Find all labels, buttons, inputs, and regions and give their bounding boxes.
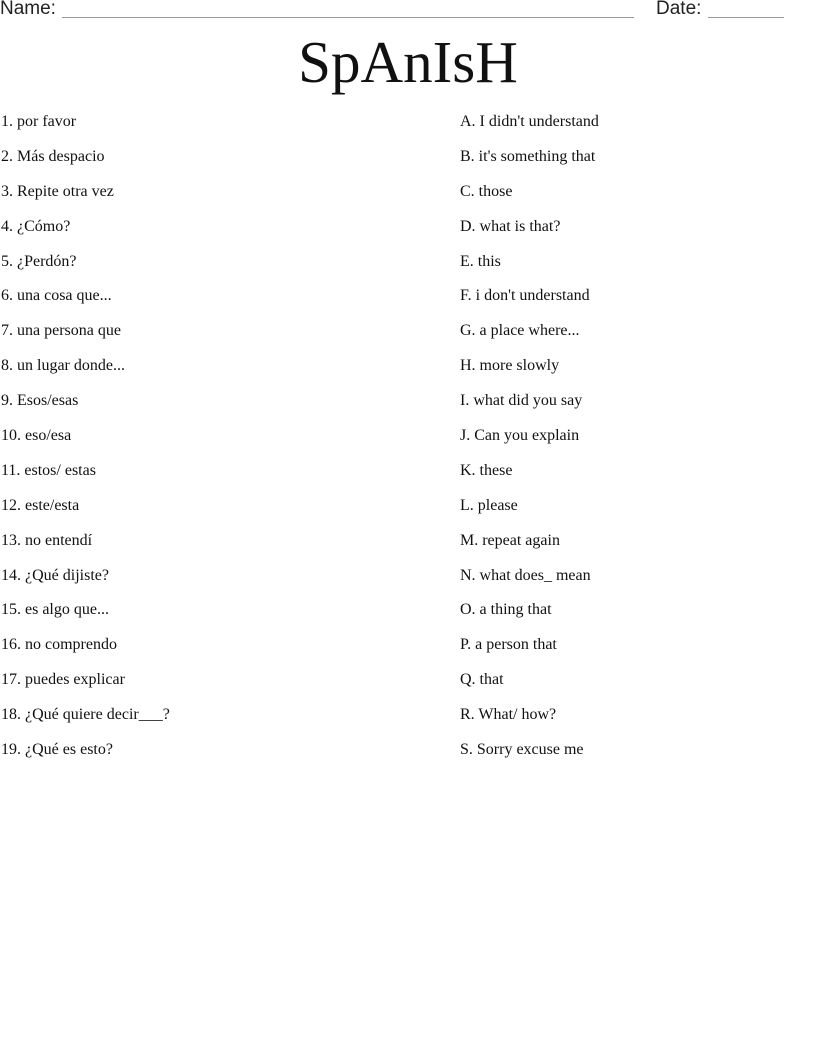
definition-item: C. those	[460, 182, 513, 200]
date-label: Date:	[656, 0, 702, 19]
definition-item: Q. that	[460, 671, 504, 689]
definition-item: D. what is that?	[460, 217, 561, 235]
term-item: 9. Esos/esas	[1, 392, 79, 410]
definition-item: B. it's something that	[460, 147, 596, 165]
definition-item: J. Can you explain	[460, 427, 580, 445]
term-item: 12. este/esta	[1, 496, 80, 514]
term-item: 18. ¿Qué quiere decir___?	[1, 706, 170, 724]
term-item: 13. no entendí	[1, 531, 93, 549]
term-item: 3. Repite otra vez	[1, 182, 114, 200]
term-item: 15. es algo que...	[1, 601, 109, 619]
term-item: 10. eso/esa	[1, 427, 72, 445]
definition-item: H. more slowly	[460, 357, 560, 375]
term-item: 8. un lugar donde...	[1, 357, 125, 375]
term-item: 5. ¿Perdón?	[1, 252, 77, 270]
term-item: 7. una persona que	[1, 322, 121, 340]
worksheet-header	[0, 0, 816, 24]
definition-item: P. a person that	[460, 636, 557, 654]
date-blank-line	[708, 17, 784, 18]
definition-item: S. Sorry excuse me	[460, 741, 584, 759]
definition-item: I. what did you say	[460, 392, 583, 410]
term-item: 19. ¿Qué es esto?	[1, 741, 113, 759]
definition-item: F. i don't understand	[460, 287, 590, 305]
definitions-column	[460, 110, 800, 773]
name-label: Name:	[0, 0, 56, 19]
term-item: 11. estos/ estas	[1, 461, 96, 479]
term-item: 6. una cosa que...	[1, 287, 112, 305]
definition-item: O. a thing that	[460, 601, 552, 619]
term-item: 17. puedes explicar	[1, 671, 125, 689]
term-item: 16. no comprendo	[1, 636, 117, 654]
definition-item: R. What/ how?	[460, 706, 557, 724]
terms-column	[1, 110, 441, 773]
definition-item: A. I didn't understand	[460, 113, 599, 130]
definition-item: K. these	[460, 461, 513, 479]
term-item: 14. ¿Qué dijiste?	[1, 566, 109, 584]
definition-item: M. repeat again	[460, 531, 560, 549]
definition-item: G. a place where...	[460, 322, 580, 340]
definition-item: L. please	[460, 496, 518, 514]
definition-item: E. this	[460, 252, 501, 270]
term-item: 4. ¿Cómo?	[1, 217, 71, 235]
term-item: 2. Más despacio	[1, 147, 105, 165]
term-item: 1. por favor	[1, 113, 77, 130]
definition-item: N. what does_ mean	[460, 566, 591, 584]
worksheet-title: SpAnIsH	[298, 29, 518, 95]
name-blank-line	[62, 17, 634, 18]
